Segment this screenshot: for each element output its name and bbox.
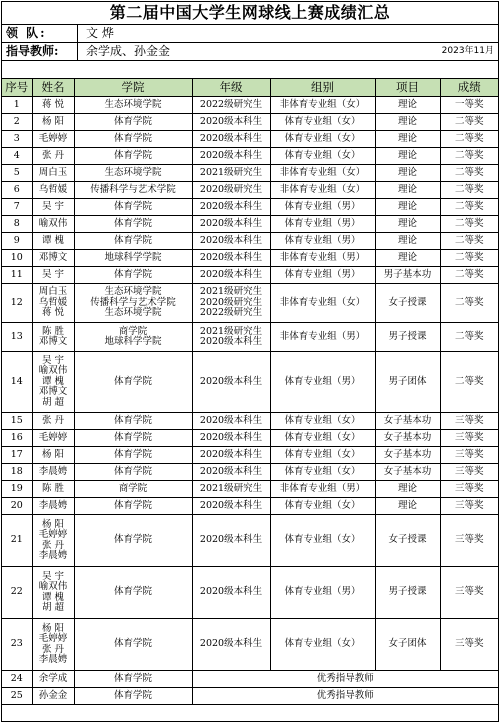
table-body	[2, 97, 498, 705]
leader-label: 领 队:	[2, 25, 78, 42]
cell-no: 25	[2, 688, 32, 705]
instructor-label: 指导教师:	[2, 43, 78, 60]
instructor-award-row	[2, 671, 498, 688]
cell-result: 三等奖	[440, 498, 498, 515]
cell-college: 体育学院	[74, 567, 192, 619]
cell-no: 4	[2, 148, 32, 165]
cell-name: 谭 槐	[32, 233, 74, 250]
cell-name	[32, 567, 74, 619]
cell-line: 李晨娉	[38, 654, 68, 665]
cell-name: 李晨娉	[32, 498, 74, 515]
table-row	[2, 250, 498, 267]
cell-event: 女子团体	[375, 619, 440, 671]
cell-event: 理论	[375, 233, 440, 250]
cell-line: 陈 胜	[41, 325, 65, 337]
table-row	[2, 114, 498, 131]
table-row	[2, 413, 498, 430]
cell-college: 地球科学学院	[74, 250, 192, 267]
cell-group: 体育专业组（女）	[270, 430, 375, 447]
cell-line: 邓博文	[38, 336, 68, 347]
cell-event: 理论	[375, 199, 440, 216]
cell-grade: 2020级本科生	[192, 233, 270, 250]
header-name: 姓名	[32, 79, 74, 97]
cell-line: 传播科学与艺术学院	[90, 296, 176, 308]
cell-name: 陈 胜	[32, 481, 74, 498]
cell-event: 男子授课	[375, 323, 440, 352]
cell-event: 理论	[375, 131, 440, 148]
cell-college: 体育学院	[74, 430, 192, 447]
cell-grade: 2021级研究生	[192, 481, 270, 498]
cell-grade: 2020级本科生	[192, 498, 270, 515]
cell-no: 10	[2, 250, 32, 267]
cell-event: 理论	[375, 216, 440, 233]
cell-no: 17	[2, 447, 32, 464]
cell-result: 二等奖	[440, 250, 498, 267]
cell-event: 理论	[375, 498, 440, 515]
cell-college: 体育学院	[74, 447, 192, 464]
cell-no: 20	[2, 498, 32, 515]
cell-no: 2	[2, 114, 32, 131]
cell-result: 二等奖	[440, 323, 498, 352]
table-header-row	[2, 79, 498, 97]
table-row	[2, 267, 498, 284]
cell-grade: 2020级本科生	[192, 352, 270, 413]
instructor-value: 余学成、孙金金	[86, 44, 171, 58]
cell-group: 体育专业组（女）	[270, 619, 375, 671]
cell-name: 张 丹	[32, 413, 74, 430]
cell-event: 理论	[375, 148, 440, 165]
cell-group: 非体育专业组（男）	[270, 250, 375, 267]
cell-name: 李晨娉	[32, 464, 74, 481]
cell-grade: 2021级研究生	[192, 165, 270, 182]
cell-line: 邓博文	[38, 386, 68, 398]
cell-group: 体育专业组（男）	[270, 199, 375, 216]
cell-group: 体育专业组（男）	[270, 267, 375, 284]
cell-line: 商学院	[118, 325, 148, 337]
cell-no: 22	[2, 567, 32, 619]
table-row	[2, 97, 498, 114]
cell-line: 谭 槐	[41, 591, 65, 603]
cell-group: 体育专业组（男）	[270, 233, 375, 250]
cell-line: 吴 宇	[41, 354, 65, 366]
report-date: 2023年11月	[441, 46, 494, 56]
cell-college: 商学院	[74, 481, 192, 498]
cell-group: 非体育专业组（女）	[270, 165, 375, 182]
cell-name: 毛婷婷	[32, 430, 74, 447]
cell-line: 生态环境学院	[104, 286, 162, 298]
cell-line: 2021级研究生	[199, 325, 263, 337]
cell-grade: 2020级本科生	[192, 515, 270, 567]
cell-line: 杨 阳	[41, 518, 65, 530]
cell-line: 张 丹	[41, 539, 65, 551]
cell-grade: 2020级本科生	[192, 413, 270, 430]
cell-line: 2020级研究生	[199, 296, 263, 308]
cell-no: 19	[2, 481, 32, 498]
cell-college: 体育学院	[74, 352, 192, 413]
instructor-row	[2, 43, 498, 61]
cell-grade: 2020级本科生	[192, 250, 270, 267]
cell-name: 邓博文	[32, 250, 74, 267]
cell-name: 杨 阳	[32, 447, 74, 464]
cell-event: 女子基本功	[375, 464, 440, 481]
cell-line: 杨 阳	[41, 622, 65, 634]
cell-group: 体育专业组（男）	[270, 352, 375, 413]
cell-no: 11	[2, 267, 32, 284]
table-row	[2, 430, 498, 447]
cell-no: 8	[2, 216, 32, 233]
table-row	[2, 481, 498, 498]
cell-event: 女子基本功	[375, 413, 440, 430]
spacer-row	[2, 61, 498, 79]
table-row	[2, 567, 498, 619]
score-sheet	[1, 1, 499, 722]
cell-no: 12	[2, 284, 32, 323]
cell-result: 二等奖	[440, 165, 498, 182]
cell-line: 谭 槐	[41, 375, 65, 387]
cell-no: 23	[2, 619, 32, 671]
cell-event: 女子授课	[375, 284, 440, 323]
cell-event: 女子基本功	[375, 447, 440, 464]
cell-name: 吴 宇	[32, 267, 74, 284]
cell-group: 非体育专业组（女）	[270, 97, 375, 114]
cell-group: 非体育专业组（女）	[270, 284, 375, 323]
table-row	[2, 182, 498, 199]
cell-group: 体育专业组（女）	[270, 447, 375, 464]
cell-line: 毛婷婷	[38, 633, 68, 644]
cell-group: 体育专业组（男）	[270, 567, 375, 619]
cell-result: 三等奖	[440, 567, 498, 619]
table-row	[2, 131, 498, 148]
cell-event: 理论	[375, 165, 440, 182]
cell-line: 胡 超	[41, 396, 65, 408]
cell-grade: 2020级本科生	[192, 267, 270, 284]
cell-group: 体育专业组（女）	[270, 131, 375, 148]
cell-grade: 2020级本科生	[192, 447, 270, 464]
cell-award: 优秀指导教师	[192, 671, 498, 688]
cell-line: 乌哲媛	[38, 296, 68, 308]
cell-college: 体育学院	[74, 267, 192, 284]
cell-name	[32, 515, 74, 567]
cell-result: 二等奖	[440, 352, 498, 413]
cell-event: 女子基本功	[375, 430, 440, 447]
cell-grade	[192, 284, 270, 323]
cell-award: 优秀指导教师	[192, 688, 498, 705]
header-no: 序号	[2, 79, 32, 97]
cell-college: 生态环境学院	[74, 165, 192, 182]
cell-event: 理论	[375, 182, 440, 199]
cell-no: 21	[2, 515, 32, 567]
cell-result: 三等奖	[440, 430, 498, 447]
cell-line: 胡 超	[41, 602, 65, 613]
table-row	[2, 148, 498, 165]
cell-college	[74, 323, 192, 352]
cell-line: 喻双伟	[38, 365, 68, 377]
cell-line: 喻双伟	[38, 581, 68, 592]
cell-college: 传播科学与艺术学院	[74, 182, 192, 199]
cell-line: 周白玉	[38, 286, 68, 298]
cell-name: 周白玉	[32, 165, 74, 182]
cell-event: 男子基本功	[375, 267, 440, 284]
cell-event: 男子授课	[375, 567, 440, 619]
cell-college	[74, 284, 192, 323]
cell-grade: 2020级本科生	[192, 430, 270, 447]
cell-group: 体育专业组（女）	[270, 515, 375, 567]
cell-result: 二等奖	[440, 131, 498, 148]
cell-college: 体育学院	[74, 671, 192, 688]
cell-result: 三等奖	[440, 515, 498, 567]
cell-grade: 2020级本科生	[192, 199, 270, 216]
cell-name	[32, 619, 74, 671]
cell-no: 18	[2, 464, 32, 481]
cell-grade: 2020级本科生	[192, 619, 270, 671]
cell-college: 体育学院	[74, 619, 192, 671]
cell-name: 乌哲媛	[32, 182, 74, 199]
cell-name: 蒋 悦	[32, 97, 74, 114]
table-row	[2, 233, 498, 250]
cell-result: 三等奖	[440, 447, 498, 464]
cell-result: 二等奖	[440, 284, 498, 323]
cell-event: 理论	[375, 481, 440, 498]
cell-college: 体育学院	[74, 199, 192, 216]
cell-college: 体育学院	[74, 413, 192, 430]
cell-result: 二等奖	[440, 267, 498, 284]
cell-college: 体育学院	[74, 233, 192, 250]
cell-result: 三等奖	[440, 619, 498, 671]
cell-no: 24	[2, 671, 32, 688]
cell-line: 生态环境学院	[104, 307, 162, 319]
cell-result: 二等奖	[440, 182, 498, 199]
cell-name: 喻双伟	[32, 216, 74, 233]
cell-college: 体育学院	[74, 148, 192, 165]
cell-group: 体育专业组（女）	[270, 464, 375, 481]
table-row	[2, 464, 498, 481]
cell-event: 理论	[375, 114, 440, 131]
cell-grade: 2020级本科生	[192, 131, 270, 148]
cell-line: 2020级本科生	[199, 336, 263, 347]
table-row	[2, 216, 498, 233]
cell-line: 2021级研究生	[199, 286, 263, 298]
leader-row	[2, 25, 498, 43]
cell-event: 男子团体	[375, 352, 440, 413]
cell-name	[32, 284, 74, 323]
cell-group: 体育专业组（女）	[270, 148, 375, 165]
cell-no: 14	[2, 352, 32, 413]
cell-no: 6	[2, 182, 32, 199]
cell-college: 体育学院	[74, 114, 192, 131]
page-title: 第二届中国大学生网球线上赛成绩汇总	[2, 2, 498, 25]
cell-group: 体育专业组（女）	[270, 114, 375, 131]
cell-college: 生态环境学院	[74, 97, 192, 114]
cell-college: 体育学院	[74, 498, 192, 515]
table-row	[2, 447, 498, 464]
table-row	[2, 619, 498, 671]
header-result: 成绩	[440, 79, 498, 97]
cell-result: 二等奖	[440, 148, 498, 165]
table-row	[2, 199, 498, 216]
table-row	[2, 165, 498, 182]
table-row	[2, 323, 498, 352]
cell-name: 张 丹	[32, 148, 74, 165]
cell-result: 二等奖	[440, 114, 498, 131]
cell-college: 体育学院	[74, 515, 192, 567]
instructor-award-row	[2, 688, 498, 705]
header-grade: 年级	[192, 79, 270, 97]
cell-result: 一等奖	[440, 97, 498, 114]
cell-no: 1	[2, 97, 32, 114]
cell-group: 非体育专业组（男）	[270, 323, 375, 352]
cell-result: 三等奖	[440, 464, 498, 481]
cell-grade	[192, 323, 270, 352]
cell-name: 杨 阳	[32, 114, 74, 131]
cell-no: 5	[2, 165, 32, 182]
cell-college: 体育学院	[74, 688, 192, 705]
cell-grade: 2020级本科生	[192, 567, 270, 619]
cell-line: 2022级研究生	[199, 307, 263, 319]
cell-line: 李晨娉	[38, 550, 68, 561]
cell-college: 体育学院	[74, 131, 192, 148]
cell-grade: 2022级研究生	[192, 97, 270, 114]
cell-event: 理论	[375, 250, 440, 267]
cell-no: 3	[2, 131, 32, 148]
header-group: 组别	[270, 79, 375, 97]
cell-grade: 2020级本科生	[192, 114, 270, 131]
cell-line: 张 丹	[41, 643, 65, 655]
cell-name	[32, 352, 74, 413]
cell-grade: 2020级本科生	[192, 216, 270, 233]
cell-line: 吴 宇	[41, 570, 65, 582]
header-event: 项目	[375, 79, 440, 97]
cell-grade: 2020级研究生	[192, 182, 270, 199]
leader-value: 文 烨	[86, 26, 114, 40]
table-row	[2, 498, 498, 515]
cell-group: 体育专业组（男）	[270, 216, 375, 233]
cell-line: 毛婷婷	[38, 529, 68, 540]
cell-result: 三等奖	[440, 413, 498, 430]
cell-grade: 2020级本科生	[192, 464, 270, 481]
cell-no: 7	[2, 199, 32, 216]
table-row	[2, 284, 498, 323]
cell-line: 蒋 悦	[41, 307, 65, 319]
cell-no: 13	[2, 323, 32, 352]
cell-name	[32, 323, 74, 352]
cell-event: 理论	[375, 97, 440, 114]
cell-group: 非体育专业组（男）	[270, 481, 375, 498]
cell-result: 二等奖	[440, 233, 498, 250]
cell-event: 女子授课	[375, 515, 440, 567]
cell-name: 余学成	[32, 671, 74, 688]
cell-name: 孙金金	[32, 688, 74, 705]
cell-college: 体育学院	[74, 464, 192, 481]
cell-group: 体育专业组（女）	[270, 413, 375, 430]
cell-group: 非体育专业组（女）	[270, 182, 375, 199]
cell-no: 9	[2, 233, 32, 250]
cell-group: 体育专业组（女）	[270, 498, 375, 515]
cell-name: 毛婷婷	[32, 131, 74, 148]
cell-name: 吴 宇	[32, 199, 74, 216]
cell-no: 16	[2, 430, 32, 447]
cell-line: 地球科学学院	[104, 336, 162, 347]
results-table	[2, 79, 498, 705]
table-row	[2, 352, 498, 413]
cell-result: 二等奖	[440, 199, 498, 216]
cell-grade: 2020级本科生	[192, 148, 270, 165]
cell-result: 二等奖	[440, 216, 498, 233]
cell-result: 三等奖	[440, 481, 498, 498]
cell-no: 15	[2, 413, 32, 430]
cell-college: 体育学院	[74, 216, 192, 233]
header-college: 学院	[74, 79, 192, 97]
table-row	[2, 515, 498, 567]
